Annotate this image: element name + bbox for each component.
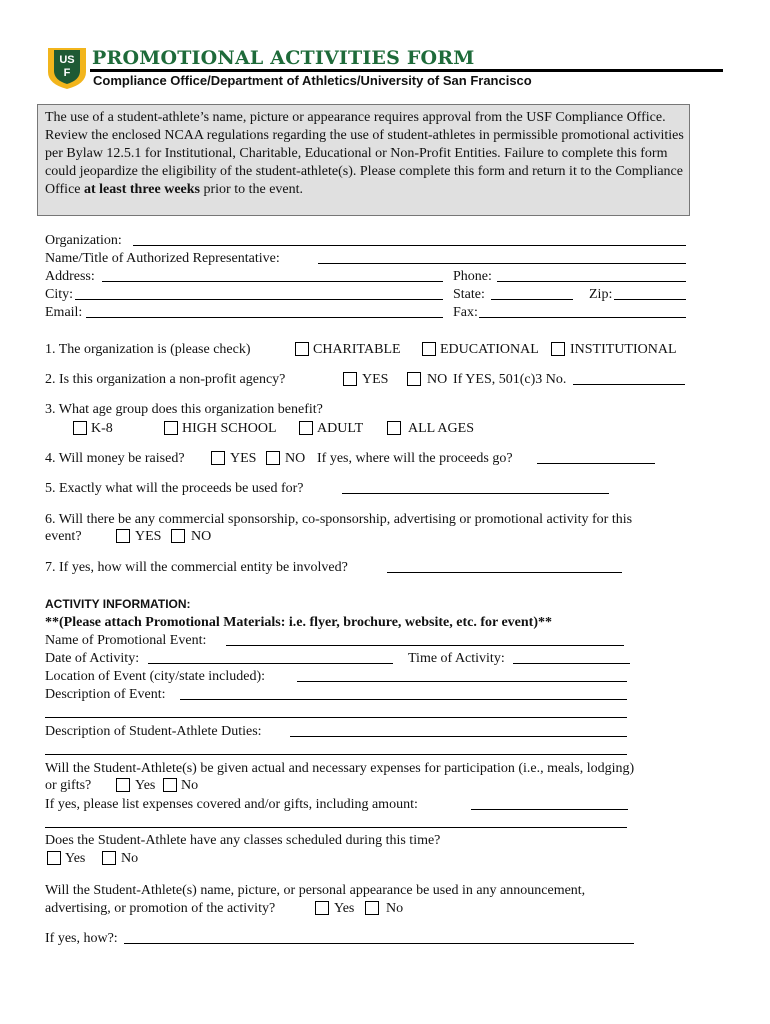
phone-label: Phone: [453,269,492,284]
money-no-label: NO [285,451,306,466]
q4-followup-label: If yes, where will the proceeds go? [317,451,513,466]
phone-field[interactable] [497,281,686,282]
activity-heading: ACTIVITY INFORMATION: [45,597,191,611]
q2-text: 2. Is this organization a non-profit agency? [45,372,286,387]
event-name-field[interactable] [226,645,624,646]
time-label: Time of Activity: [408,651,505,666]
classes-yes-checkbox[interactable] [47,851,61,865]
state-field[interactable] [491,299,573,300]
q6-text: 6. Will there be any commercial sponsorship, co-sponsorship, advertising or promotional activity for this [45,512,633,527]
how-field[interactable] [124,943,634,944]
date-label: Date of Activity: [45,651,140,666]
intro-tail: prior to the event. [203,182,304,197]
all-ages-checkbox[interactable] [387,421,401,435]
sponsorship-yes-checkbox[interactable] [116,529,130,543]
attach-materials-note: **(Please attach Promotional Materials: i.e. flyer, brochure, website, etc. for event)** [45,615,552,630]
adult-label: ADULT [317,421,364,436]
expenses-yes-label: Yes [135,778,156,793]
intro-emphasis: at least three weeks [84,182,200,197]
description-field[interactable] [180,699,627,700]
expenses-list-field[interactable] [471,809,628,810]
usage-question-cont: advertising, or promotion of the activity? [45,901,276,916]
institutional-checkbox[interactable] [551,342,565,356]
classes-question: Does the Student-Athlete have any classes scheduled during this time? [45,833,441,848]
duties-field-line-2[interactable] [45,754,627,755]
usage-yes-checkbox[interactable] [315,901,329,915]
duties-label: Description of Student-Athlete Duties: [45,724,262,739]
all-ages-label: ALL AGES [408,421,474,436]
commercial-involvement-field[interactable] [387,572,622,573]
state-label: State: [453,287,485,302]
q7-text: 7. If yes, how will the commercial entity be involved? [45,560,348,575]
high-school-label: HIGH SCHOOL [182,421,277,436]
expenses-list-label: If yes, please list expenses covered and/or gifts, including amount: [45,797,418,812]
charitable-checkbox[interactable] [295,342,309,356]
expenses-no-label: No [181,778,199,793]
sponsorship-no-label: NO [191,529,212,544]
how-label: If yes, how?: [45,931,118,946]
intro-text [45,109,685,199]
city-field[interactable] [75,299,443,300]
location-field[interactable] [297,681,627,682]
usf-shield-icon [46,46,88,90]
money-no-checkbox[interactable] [266,451,280,465]
address-field[interactable] [102,281,443,282]
description-field-line-2[interactable] [45,717,627,718]
educational-checkbox[interactable] [422,342,436,356]
expenses-question: Will the Student-Athlete(s) be given actual and necessary expenses for participation (i.e., meals, lodging) [45,761,635,776]
zip-label: Zip: [589,287,613,302]
representative-field[interactable] [318,263,686,264]
header-rule [90,69,723,72]
email-label: Email: [45,305,83,320]
nonprofit-no-label: NO [427,372,448,387]
usf-logo [46,46,88,90]
q1-text: 1. The organization is (please check) [45,342,251,357]
k8-label: K-8 [91,421,113,436]
q6-text-cont: event? [45,529,82,544]
q5-text: 5. Exactly what will the proceeds be used for? [45,481,304,496]
page-title: PROMOTIONAL ACTIVITIES FORM [92,47,475,69]
classes-yes-label: Yes [65,851,86,866]
expenses-yes-checkbox[interactable] [116,778,130,792]
date-field[interactable] [148,663,393,664]
nonprofit-yes-label: YES [362,372,389,387]
501c3-number-field[interactable] [573,384,685,385]
organization-label: Organization: [45,233,122,248]
expenses-no-checkbox[interactable] [163,778,177,792]
nonprofit-yes-checkbox[interactable] [343,372,357,386]
zip-field[interactable] [614,299,686,300]
intro-body: The use of a student-athlete’s name, picture or appearance requires approval from the USF Compliance Office. Review the enclosed NCAA regulations regarding the use of student-athletes in permissible promotional activities per Bylaw 12.5.1 for Institutional, Charitable, Educational or Non-Profit Entities. Failure to complete this form could jeopardize the eligibility of the student-athlete(s). Please complete this form and return it to the Compliance Office [45,110,684,197]
description-label: Description of Event: [45,687,166,702]
proceeds-destination-field[interactable] [537,463,655,464]
sponsorship-yes-label: YES [135,529,162,544]
k8-checkbox[interactable] [73,421,87,435]
city-label: City: [45,287,74,302]
proceeds-use-field[interactable] [342,493,609,494]
organization-field[interactable] [133,245,686,246]
page-subtitle: Compliance Office/Department of Athletics/University of San Francisco [93,73,532,88]
q2-followup-label: If YES, 501(c)3 No. [453,372,567,387]
high-school-checkbox[interactable] [164,421,178,435]
time-field[interactable] [513,663,630,664]
address-label: Address: [45,269,95,284]
event-name-label: Name of Promotional Event: [45,633,207,648]
expenses-question-cont: or gifts? [45,778,92,793]
representative-label: Name/Title of Authorized Representative: [45,251,280,266]
fax-field[interactable] [479,317,686,318]
nonprofit-no-checkbox[interactable] [407,372,421,386]
institutional-label: INSTITUTIONAL [570,342,677,357]
usage-question: Will the Student-Athlete(s) name, picture, or personal appearance be used in any announcement, [45,883,586,898]
svg-text:US: US [59,54,75,66]
location-label: Location of Event (city/state included): [45,669,266,684]
charitable-label: CHARITABLE [313,342,401,357]
usage-no-checkbox[interactable] [365,901,379,915]
email-field[interactable] [86,317,443,318]
duties-field[interactable] [290,736,627,737]
svg-text:F: F [63,67,71,79]
usage-no-label: No [386,901,404,916]
q3-text: 3. What age group does this organization benefit? [45,402,323,417]
educational-label: EDUCATIONAL [440,342,539,357]
usage-yes-label: Yes [334,901,355,916]
adult-checkbox[interactable] [299,421,313,435]
classes-no-label: No [121,851,139,866]
sponsorship-no-checkbox[interactable] [171,529,185,543]
money-yes-checkbox[interactable] [211,451,225,465]
money-yes-label: YES [230,451,257,466]
expenses-list-field-line-2[interactable] [45,827,627,828]
classes-no-checkbox[interactable] [102,851,116,865]
q4-text: 4. Will money be raised? [45,451,185,466]
fax-label: Fax: [453,305,478,320]
